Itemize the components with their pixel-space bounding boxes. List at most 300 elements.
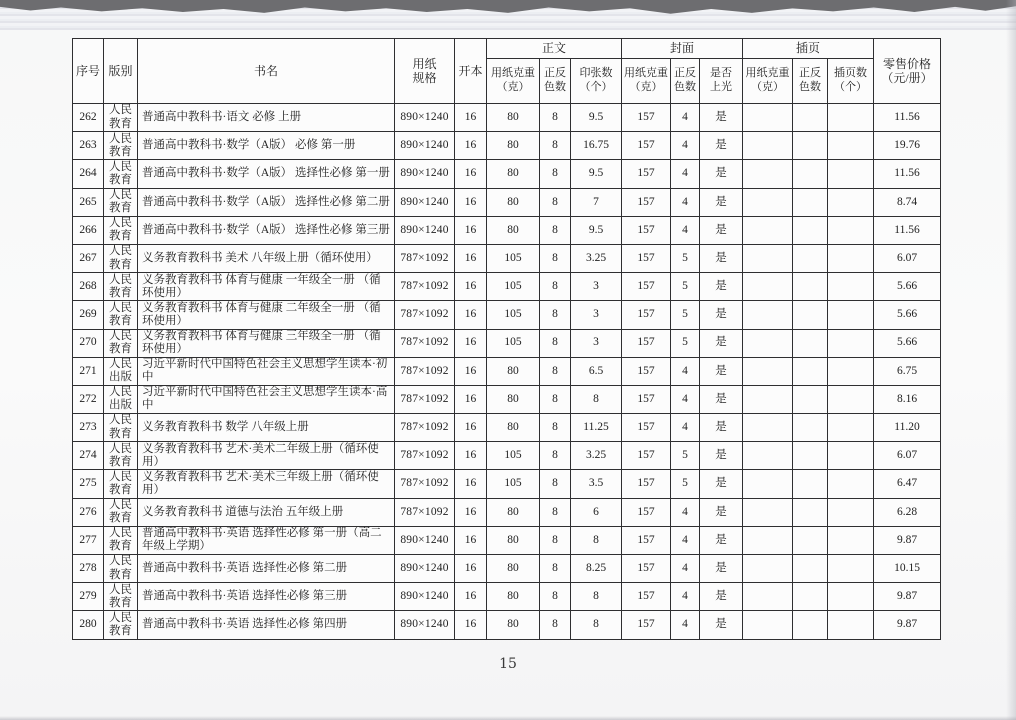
paper-spec-cell: 890×1240 xyxy=(395,555,455,583)
paper-spec-cell: 787×1092 xyxy=(395,470,455,498)
table-row xyxy=(73,132,941,160)
body-paper-weight-cell: 80 xyxy=(487,414,540,442)
body-colors-cell: 8 xyxy=(540,498,571,526)
edition-cell: 人民教育 xyxy=(104,160,138,188)
textbook-price-table xyxy=(72,38,941,640)
price-cell: 8.16 xyxy=(874,385,941,413)
book-title-cell: 义务教育教科书 美术 八年级上册（循环使用） xyxy=(138,244,395,272)
insert-paper-weight-cell xyxy=(743,216,793,244)
body-paper-weight-cell: 80 xyxy=(487,526,540,554)
insert-colors-cell xyxy=(793,555,828,583)
body-paper-weight-cell: 80 xyxy=(487,104,540,132)
sheet-count-cell: 3.25 xyxy=(571,244,622,272)
serial-cell: 276 xyxy=(73,498,104,526)
body-paper-weight-cell: 80 xyxy=(487,357,540,385)
sheet-count-cell: 11.25 xyxy=(571,414,622,442)
gloss-cell: 是 xyxy=(700,385,743,413)
sheet-count-cell: 3.25 xyxy=(571,442,622,470)
insert-colors-cell xyxy=(793,442,828,470)
cover-paper-weight-cell: 157 xyxy=(622,470,671,498)
sheet-count-cell: 8 xyxy=(571,611,622,639)
price-cell: 9.87 xyxy=(874,526,941,554)
insert-colors-cell xyxy=(793,498,828,526)
insert-count-cell xyxy=(828,583,874,611)
paper-spec-cell: 787×1092 xyxy=(395,385,455,413)
insert-colors-cell xyxy=(793,273,828,301)
table-row xyxy=(73,301,941,329)
format-cell: 16 xyxy=(455,583,487,611)
cover-colors-cell: 4 xyxy=(671,357,700,385)
body-colors-cell: 8 xyxy=(540,385,571,413)
table-row xyxy=(73,526,941,554)
col-header-serial: 序号 xyxy=(73,39,104,104)
insert-count-cell xyxy=(828,104,874,132)
serial-cell: 274 xyxy=(73,442,104,470)
cover-paper-weight-cell: 157 xyxy=(622,583,671,611)
book-title-cell: 习近平新时代中国特色社会主义思想学生读本·高中 xyxy=(138,385,395,413)
paper-spec-cell: 890×1240 xyxy=(395,188,455,216)
serial-cell: 266 xyxy=(73,216,104,244)
gloss-cell: 是 xyxy=(700,160,743,188)
group-header-body: 正文 xyxy=(487,39,622,59)
cover-paper-weight-cell: 157 xyxy=(622,555,671,583)
format-cell: 16 xyxy=(455,104,487,132)
insert-count-cell xyxy=(828,132,874,160)
book-title-cell: 普通高中教科书·英语 选择性必修 第二册 xyxy=(138,555,395,583)
paper-spec-cell: 787×1092 xyxy=(395,244,455,272)
sheet-count-cell: 3.5 xyxy=(571,470,622,498)
col-header-format: 开本 xyxy=(455,39,487,104)
price-cell: 6.75 xyxy=(874,357,941,385)
gloss-cell: 是 xyxy=(700,526,743,554)
book-title-cell: 普通高中教科书·数学（A版） 必修 第一册 xyxy=(138,132,395,160)
format-cell: 16 xyxy=(455,555,487,583)
cover-paper-weight-cell: 157 xyxy=(622,216,671,244)
insert-paper-weight-cell xyxy=(743,160,793,188)
cover-colors-cell: 4 xyxy=(671,526,700,554)
format-cell: 16 xyxy=(455,188,487,216)
insert-colors-cell xyxy=(793,104,828,132)
insert-count-cell xyxy=(828,188,874,216)
book-title-cell: 义务教育教科书 体育与健康 一年级全一册 （循环使用） xyxy=(138,273,395,301)
paper-spec-cell: 890×1240 xyxy=(395,132,455,160)
col-header-insert-colors: 正反色数 xyxy=(793,59,828,104)
body-paper-weight-cell: 80 xyxy=(487,188,540,216)
group-header-cover: 封面 xyxy=(622,39,743,59)
insert-count-cell xyxy=(828,498,874,526)
gloss-cell: 是 xyxy=(700,216,743,244)
book-title-cell: 普通高中教科书·英语 选择性必修 第四册 xyxy=(138,611,395,639)
edition-cell: 人民教育 xyxy=(104,555,138,583)
body-colors-cell: 8 xyxy=(540,244,571,272)
cover-colors-cell: 5 xyxy=(671,244,700,272)
insert-paper-weight-cell xyxy=(743,273,793,301)
col-header-paper-spec: 用纸规格 xyxy=(395,39,455,104)
cover-paper-weight-cell: 157 xyxy=(622,329,671,357)
insert-colors-cell xyxy=(793,132,828,160)
col-header-insert-count: 插页数（个） xyxy=(828,59,874,104)
table-body xyxy=(73,104,941,640)
cover-colors-cell: 5 xyxy=(671,329,700,357)
insert-paper-weight-cell xyxy=(743,132,793,160)
sheet-count-cell: 8 xyxy=(571,583,622,611)
cover-colors-cell: 4 xyxy=(671,555,700,583)
gloss-cell: 是 xyxy=(700,273,743,301)
sheet-count-cell: 7 xyxy=(571,188,622,216)
serial-cell: 280 xyxy=(73,611,104,639)
price-cell: 5.66 xyxy=(874,329,941,357)
paper-spec-cell: 787×1092 xyxy=(395,357,455,385)
edition-cell: 人民教育 xyxy=(104,526,138,554)
insert-paper-weight-cell xyxy=(743,357,793,385)
sheet-count-cell: 8 xyxy=(571,526,622,554)
gloss-cell: 是 xyxy=(700,301,743,329)
gloss-cell: 是 xyxy=(700,244,743,272)
cover-paper-weight-cell: 157 xyxy=(622,611,671,639)
insert-count-cell xyxy=(828,442,874,470)
sheet-count-cell: 6 xyxy=(571,498,622,526)
paper-spec-cell: 787×1092 xyxy=(395,273,455,301)
edition-cell: 人民教育 xyxy=(104,470,138,498)
table-row xyxy=(73,498,941,526)
sheet-count-cell: 3 xyxy=(571,301,622,329)
cover-colors-cell: 4 xyxy=(671,104,700,132)
body-colors-cell: 8 xyxy=(540,611,571,639)
format-cell: 16 xyxy=(455,329,487,357)
gloss-cell: 是 xyxy=(700,188,743,216)
body-paper-weight-cell: 80 xyxy=(487,216,540,244)
price-cell: 6.47 xyxy=(874,470,941,498)
format-cell: 16 xyxy=(455,385,487,413)
book-title-cell: 普通高中教科书·语文 必修 上册 xyxy=(138,104,395,132)
paper-spec-cell: 787×1092 xyxy=(395,442,455,470)
edition-cell: 人民教育 xyxy=(104,273,138,301)
format-cell: 16 xyxy=(455,526,487,554)
body-paper-weight-cell: 105 xyxy=(487,329,540,357)
body-colors-cell: 8 xyxy=(540,583,571,611)
cover-paper-weight-cell: 157 xyxy=(622,526,671,554)
body-paper-weight-cell: 80 xyxy=(487,583,540,611)
group-header-insert: 插页 xyxy=(743,39,874,59)
book-title-cell: 义务教育教科书 艺术·美术二年级上册（循环使用） xyxy=(138,442,395,470)
body-paper-weight-cell: 80 xyxy=(487,555,540,583)
gloss-cell: 是 xyxy=(700,329,743,357)
table-row xyxy=(73,273,941,301)
serial-cell: 265 xyxy=(73,188,104,216)
insert-paper-weight-cell xyxy=(743,301,793,329)
paper-spec-cell: 890×1240 xyxy=(395,216,455,244)
insert-paper-weight-cell xyxy=(743,244,793,272)
body-paper-weight-cell: 80 xyxy=(487,611,540,639)
book-title-cell: 习近平新时代中国特色社会主义思想学生读本·初中 xyxy=(138,357,395,385)
format-cell: 16 xyxy=(455,470,487,498)
body-colors-cell: 8 xyxy=(540,160,571,188)
insert-paper-weight-cell xyxy=(743,526,793,554)
gloss-cell: 是 xyxy=(700,470,743,498)
body-colors-cell: 8 xyxy=(540,273,571,301)
body-colors-cell: 8 xyxy=(540,301,571,329)
insert-colors-cell xyxy=(793,160,828,188)
price-cell: 6.07 xyxy=(874,442,941,470)
table-row xyxy=(73,104,941,132)
insert-colors-cell xyxy=(793,301,828,329)
serial-cell: 271 xyxy=(73,357,104,385)
body-paper-weight-cell: 80 xyxy=(487,498,540,526)
table-row xyxy=(73,442,941,470)
paper-spec-cell: 787×1092 xyxy=(395,414,455,442)
insert-colors-cell xyxy=(793,611,828,639)
cover-paper-weight-cell: 157 xyxy=(622,357,671,385)
insert-paper-weight-cell xyxy=(743,104,793,132)
insert-count-cell xyxy=(828,470,874,498)
format-cell: 16 xyxy=(455,273,487,301)
insert-count-cell xyxy=(828,526,874,554)
book-title-cell: 义务教育教科书 体育与健康 三年级全一册 （循环使用） xyxy=(138,329,395,357)
body-colors-cell: 8 xyxy=(540,188,571,216)
cover-paper-weight-cell: 157 xyxy=(622,273,671,301)
gloss-cell: 是 xyxy=(700,104,743,132)
format-cell: 16 xyxy=(455,498,487,526)
gloss-cell: 是 xyxy=(700,498,743,526)
body-paper-weight-cell: 80 xyxy=(487,132,540,160)
edition-cell: 人民教育 xyxy=(104,244,138,272)
format-cell: 16 xyxy=(455,160,487,188)
price-cell: 5.66 xyxy=(874,301,941,329)
price-cell: 19.76 xyxy=(874,132,941,160)
body-paper-weight-cell: 105 xyxy=(487,273,540,301)
insert-colors-cell xyxy=(793,244,828,272)
format-cell: 16 xyxy=(455,414,487,442)
body-colors-cell: 8 xyxy=(540,442,571,470)
insert-colors-cell xyxy=(793,329,828,357)
insert-count-cell xyxy=(828,357,874,385)
cover-colors-cell: 4 xyxy=(671,414,700,442)
paper-spec-cell: 890×1240 xyxy=(395,611,455,639)
insert-colors-cell xyxy=(793,470,828,498)
paper-spec-cell: 787×1092 xyxy=(395,498,455,526)
insert-colors-cell xyxy=(793,583,828,611)
cover-paper-weight-cell: 157 xyxy=(622,160,671,188)
book-title-cell: 普通高中教科书·英语 选择性必修 第三册 xyxy=(138,583,395,611)
body-colors-cell: 8 xyxy=(540,104,571,132)
price-cell: 8.74 xyxy=(874,188,941,216)
body-paper-weight-cell: 105 xyxy=(487,301,540,329)
price-cell: 9.87 xyxy=(874,583,941,611)
sheet-count-cell: 8.25 xyxy=(571,555,622,583)
edition-cell: 人民教育 xyxy=(104,442,138,470)
insert-count-cell xyxy=(828,385,874,413)
serial-cell: 275 xyxy=(73,470,104,498)
table-row xyxy=(73,470,941,498)
col-header-retail-price: 零售价格（元/册） xyxy=(874,39,941,104)
insert-count-cell xyxy=(828,273,874,301)
col-header-body-paper-weight: 用纸克重（克） xyxy=(487,59,540,104)
body-colors-cell: 8 xyxy=(540,357,571,385)
serial-cell: 270 xyxy=(73,329,104,357)
gloss-cell: 是 xyxy=(700,414,743,442)
cover-colors-cell: 4 xyxy=(671,132,700,160)
table-row xyxy=(73,385,941,413)
cover-colors-cell: 4 xyxy=(671,611,700,639)
body-colors-cell: 8 xyxy=(540,132,571,160)
col-header-sheet-count: 印张数（个） xyxy=(571,59,622,104)
col-header-edition: 版别 xyxy=(104,39,138,104)
table-row xyxy=(73,583,941,611)
paper-spec-cell: 890×1240 xyxy=(395,526,455,554)
page-number: 15 xyxy=(499,656,517,672)
gloss-cell: 是 xyxy=(700,583,743,611)
insert-count-cell xyxy=(828,244,874,272)
insert-paper-weight-cell xyxy=(743,555,793,583)
edition-cell: 人民教育 xyxy=(104,498,138,526)
table-row xyxy=(73,216,941,244)
cover-paper-weight-cell: 157 xyxy=(622,188,671,216)
insert-count-cell xyxy=(828,611,874,639)
serial-cell: 262 xyxy=(73,104,104,132)
table-row xyxy=(73,611,941,639)
paper-spec-cell: 787×1092 xyxy=(395,301,455,329)
serial-cell: 269 xyxy=(73,301,104,329)
book-title-cell: 普通高中教科书·数学（A版） 选择性必修 第二册 xyxy=(138,188,395,216)
body-paper-weight-cell: 105 xyxy=(487,244,540,272)
format-cell: 16 xyxy=(455,216,487,244)
col-header-body-colors: 正反色数 xyxy=(540,59,571,104)
table-row xyxy=(73,329,941,357)
edition-cell: 人民教育 xyxy=(104,104,138,132)
serial-cell: 272 xyxy=(73,385,104,413)
body-colors-cell: 8 xyxy=(540,414,571,442)
serial-cell: 279 xyxy=(73,583,104,611)
scan-artifact-right-edge xyxy=(1006,0,1016,720)
book-title-cell: 普通高中教科书·数学（A版） 选择性必修 第一册 xyxy=(138,160,395,188)
sheet-count-cell: 8 xyxy=(571,385,622,413)
sheet-count-cell: 3 xyxy=(571,329,622,357)
insert-paper-weight-cell xyxy=(743,583,793,611)
insert-count-cell xyxy=(828,329,874,357)
table-row xyxy=(73,244,941,272)
cover-paper-weight-cell: 157 xyxy=(622,385,671,413)
insert-paper-weight-cell xyxy=(743,329,793,357)
insert-count-cell xyxy=(828,555,874,583)
body-paper-weight-cell: 105 xyxy=(487,442,540,470)
table-row xyxy=(73,414,941,442)
cover-paper-weight-cell: 157 xyxy=(622,132,671,160)
gloss-cell: 是 xyxy=(700,132,743,160)
book-title-cell: 义务教育教科书 道德与法治 五年级上册 xyxy=(138,498,395,526)
gloss-cell: 是 xyxy=(700,611,743,639)
cover-colors-cell: 5 xyxy=(671,442,700,470)
format-cell: 16 xyxy=(455,301,487,329)
insert-colors-cell xyxy=(793,385,828,413)
cover-paper-weight-cell: 157 xyxy=(622,498,671,526)
serial-cell: 267 xyxy=(73,244,104,272)
serial-cell: 264 xyxy=(73,160,104,188)
book-title-cell: 义务教育教科书 艺术·美术三年级上册（循环使用） xyxy=(138,470,395,498)
body-paper-weight-cell: 105 xyxy=(487,470,540,498)
insert-count-cell xyxy=(828,301,874,329)
format-cell: 16 xyxy=(455,611,487,639)
col-header-cover-paper-weight: 用纸克重（克） xyxy=(622,59,671,104)
body-colors-cell: 8 xyxy=(540,216,571,244)
cover-colors-cell: 4 xyxy=(671,188,700,216)
insert-paper-weight-cell xyxy=(743,442,793,470)
paper-spec-cell: 787×1092 xyxy=(395,329,455,357)
cover-colors-cell: 4 xyxy=(671,216,700,244)
cover-colors-cell: 4 xyxy=(671,583,700,611)
price-cell: 11.56 xyxy=(874,104,941,132)
format-cell: 16 xyxy=(455,244,487,272)
insert-count-cell xyxy=(828,216,874,244)
edition-cell: 人民教育 xyxy=(104,329,138,357)
edition-cell: 人民教育 xyxy=(104,583,138,611)
book-title-cell: 义务教育教科书 数学 八年级上册 xyxy=(138,414,395,442)
price-cell: 6.28 xyxy=(874,498,941,526)
cover-paper-weight-cell: 157 xyxy=(622,414,671,442)
table-row xyxy=(73,188,941,216)
body-paper-weight-cell: 80 xyxy=(487,160,540,188)
paper-spec-cell: 890×1240 xyxy=(395,160,455,188)
edition-cell: 人民出版 xyxy=(104,385,138,413)
insert-colors-cell xyxy=(793,216,828,244)
price-cell: 9.87 xyxy=(874,611,941,639)
format-cell: 16 xyxy=(455,132,487,160)
cover-paper-weight-cell: 157 xyxy=(622,244,671,272)
serial-cell: 278 xyxy=(73,555,104,583)
edition-cell: 人民教育 xyxy=(104,216,138,244)
cover-colors-cell: 4 xyxy=(671,498,700,526)
book-title-cell: 普通高中教科书·英语 选择性必修 第一册（高二年级上学期） xyxy=(138,526,395,554)
cover-colors-cell: 5 xyxy=(671,470,700,498)
insert-paper-weight-cell xyxy=(743,188,793,216)
insert-paper-weight-cell xyxy=(743,414,793,442)
serial-cell: 268 xyxy=(73,273,104,301)
cover-colors-cell: 4 xyxy=(671,160,700,188)
col-header-cover-colors: 正反色数 xyxy=(671,59,700,104)
body-paper-weight-cell: 80 xyxy=(487,385,540,413)
insert-paper-weight-cell xyxy=(743,385,793,413)
book-title-cell: 普通高中教科书·数学（A版） 选择性必修 第三册 xyxy=(138,216,395,244)
edition-cell: 人民教育 xyxy=(104,611,138,639)
body-colors-cell: 8 xyxy=(540,526,571,554)
cover-colors-cell: 5 xyxy=(671,273,700,301)
serial-cell: 263 xyxy=(73,132,104,160)
price-cell: 11.20 xyxy=(874,414,941,442)
table-row xyxy=(73,357,941,385)
edition-cell: 人民教育 xyxy=(104,132,138,160)
cover-colors-cell: 4 xyxy=(671,385,700,413)
insert-paper-weight-cell xyxy=(743,470,793,498)
format-cell: 16 xyxy=(455,357,487,385)
insert-paper-weight-cell xyxy=(743,611,793,639)
price-cell: 11.56 xyxy=(874,160,941,188)
gloss-cell: 是 xyxy=(700,357,743,385)
body-colors-cell: 8 xyxy=(540,329,571,357)
insert-paper-weight-cell xyxy=(743,498,793,526)
sheet-count-cell: 9.5 xyxy=(571,104,622,132)
cover-paper-weight-cell: 157 xyxy=(622,104,671,132)
table-row xyxy=(73,160,941,188)
insert-colors-cell xyxy=(793,526,828,554)
price-cell: 10.15 xyxy=(874,555,941,583)
col-header-insert-paper-weight: 用纸克重（克） xyxy=(743,59,793,104)
cover-paper-weight-cell: 157 xyxy=(622,442,671,470)
edition-cell: 人民教育 xyxy=(104,301,138,329)
col-header-book-title: 书名 xyxy=(138,39,395,104)
insert-count-cell xyxy=(828,414,874,442)
cover-paper-weight-cell: 157 xyxy=(622,301,671,329)
gloss-cell: 是 xyxy=(700,555,743,583)
body-colors-cell: 8 xyxy=(540,555,571,583)
